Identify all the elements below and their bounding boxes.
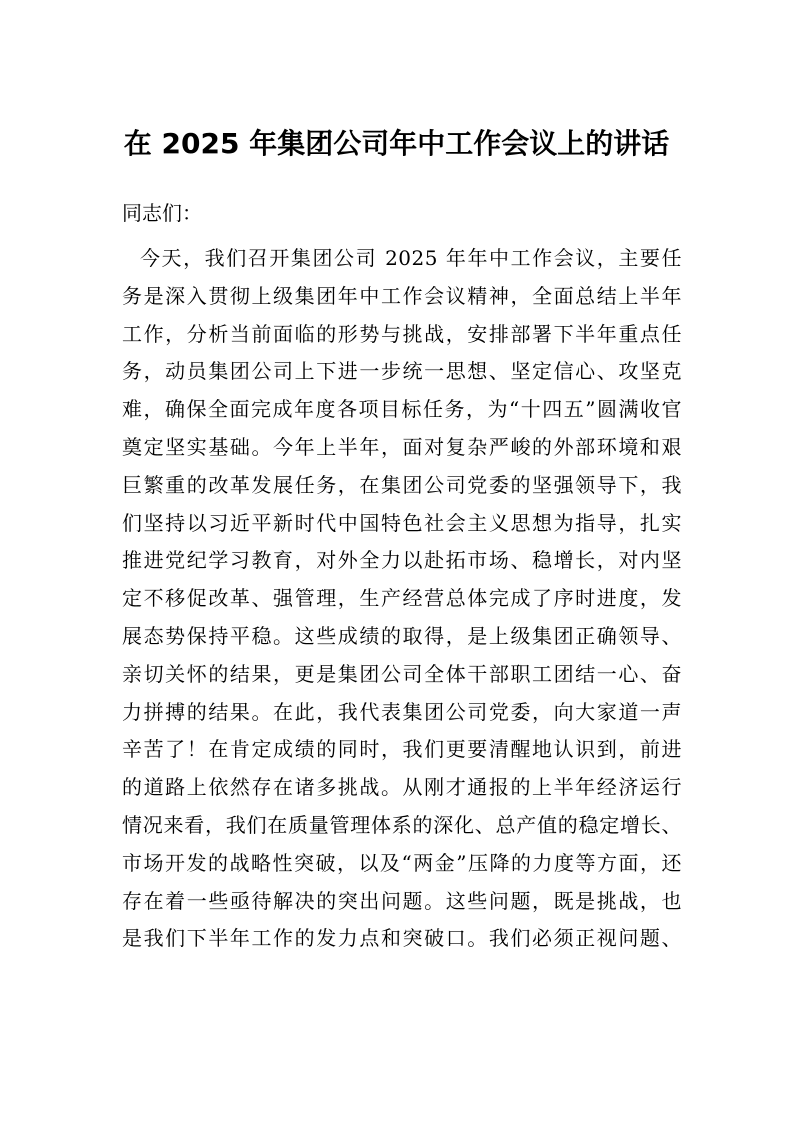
- body-line: 是我们下半年工作的发力点和突破口。我们必须正视问题、: [122, 926, 682, 951]
- body-line: 力拼搏的结果。在此，我代表集团公司党委，向大家道一声: [122, 699, 682, 724]
- body-line: 务，动员集团公司上下进一步统一思想、坚定信心、攻坚克: [122, 359, 682, 384]
- body-line: 难，确保全面完成年度各项目标任务，为“十四五”圆满收官: [122, 397, 682, 422]
- body-line: 存在着一些亟待解决的突出问题。这些问题，既是挑战，也: [122, 888, 682, 913]
- body-line: 情况来看，我们在质量管理体系的深化、总产值的稳定增长、: [122, 812, 682, 837]
- body-line: 辛苦了！在肯定成绩的同时，我们更要清醒地认识到，前进: [122, 737, 682, 762]
- body-line: 亲切关怀的结果，更是集团公司全体干部职工团结一心、奋: [122, 661, 682, 686]
- body-line: 市场开发的战略性突破，以及“两金”压降的力度等方面，还: [122, 850, 682, 875]
- body-line: 们坚持以习近平新时代中国特色社会主义思想为指导，扎实: [122, 510, 682, 535]
- body-line: 定不移促改革、强管理，生产经营总体完成了序时进度，发: [122, 586, 682, 611]
- body-line: 务是深入贯彻上级集团年中工作会议精神，全面总结上半年: [122, 283, 682, 308]
- body-line: 工作，分析当前面临的形势与挑战，安排部署下半年重点任: [122, 321, 682, 346]
- document-title: 在 2025 年集团公司年中工作会议上的讲话: [123, 127, 670, 160]
- body-line: 巨繁重的改革发展任务，在集团公司党委的坚强领导下，我: [122, 472, 682, 497]
- body-line: 奠定坚实基础。今年上半年，面对复杂严峻的外部环境和艰: [122, 434, 682, 459]
- body-line: 今天，我们召开集团公司 2025 年年中工作会议，主要任: [140, 246, 682, 270]
- body-text: [122, 240, 682, 958]
- body-line: 展态势保持平稳。这些成绩的取得，是上级集团正确领导、: [122, 623, 682, 648]
- body-line: 的道路上依然存在诸多挑战。从刚才通报的上半年经济运行: [122, 775, 682, 800]
- greeting: 同志们：: [122, 201, 202, 225]
- body-line: 推进党纪学习教育，对外全力以赴拓市场、稳增长，对内坚: [122, 548, 682, 573]
